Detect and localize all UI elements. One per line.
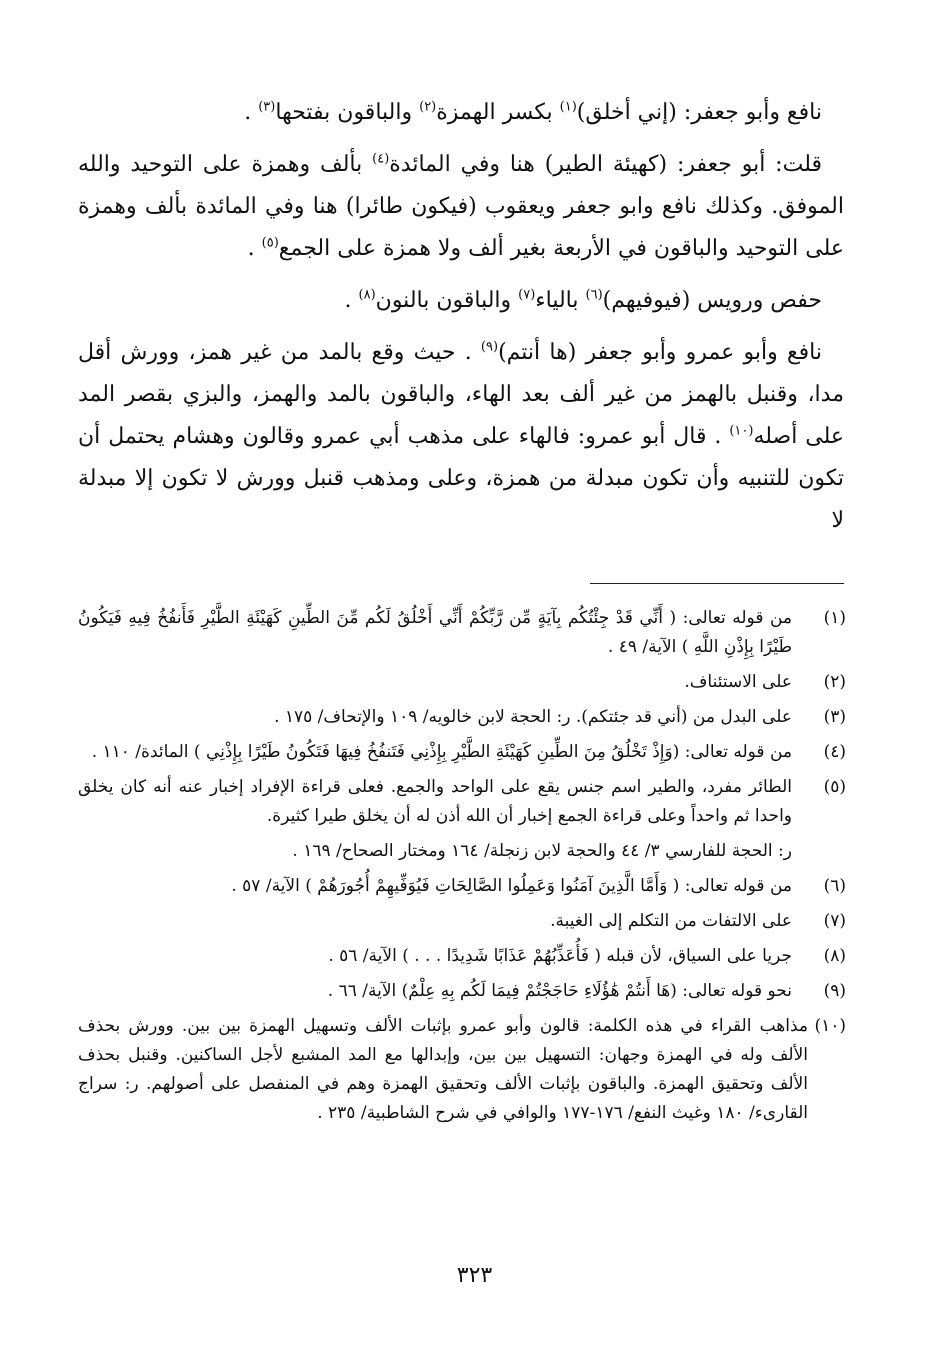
footnote-number: (٤)	[823, 742, 846, 762]
paragraph-4-text: نافع وأبو عمرو وأبو جعفر (ها أنتم)	[498, 340, 822, 365]
paragraph-3	[78, 280, 844, 322]
footnote-number: (١٠)	[814, 1016, 846, 1036]
footnote-text: على الالتفات من التكلم إلى الغيبة.	[550, 911, 792, 931]
footnote-item	[78, 837, 846, 866]
footnote-item	[78, 977, 846, 1006]
footnotes	[78, 604, 846, 1134]
footnote-item	[78, 907, 846, 936]
footnote-ref-1: (١)	[559, 99, 577, 115]
paragraph-2-text: قلت: أبو جعفر: (كهيئة الطير) هنا وفي المائدة	[389, 152, 822, 177]
footnote-number: (١)	[823, 608, 846, 628]
footnote-number: (٢)	[823, 672, 846, 692]
paragraph-3-text-3: والباقون بالنون	[375, 288, 519, 313]
paragraph-3-text-4: .	[344, 288, 359, 313]
paragraph-4-text-2: . حيث وقع بالمد من غير همز، وورش أقل مدا، وقنبل بالهمز من غير ألف بعد الهاء، والباقون بالمد والهمز، والبزي بقصر المد على أصله	[78, 340, 844, 449]
footnote-text: مذاهب القراء في هذه الكلمة: قالون وأبو عمرو بإثبات الألف وتسهيل الهمزة بين بين. وورش بحذف الألف وله في الهمزة وجهان: التسهيل بين بين، وإبدالها مع المد المشبع لأجل الساكنين. وقنبل بحذف الألف وتحقيق الهمزة. والباقون بإثبات الألف وتحقيق الهمزة وهم في المنفصل على أصولهم. ر: سراج القارىء/ ١٨٠ وغيث النفع/ ١٧٦-١٧٧ والوافي في شرح الشاطبية/ ٢٣٥ .	[78, 1016, 808, 1123]
paragraph-2-text-2: بألف وهمزة على التوحيد والله الموفق. وكذلك نافع وابو جعفر ويعقوب (فيكون طائرا) هنا وفي المائدة بألف وهمزة على التوحيد والباقون في الأربعة بغير ألف ولا همزة على الجمع	[78, 152, 844, 261]
footnote-number: (٩)	[823, 981, 846, 1001]
footnote-ref-2: (٢)	[419, 99, 437, 115]
footnote-item	[78, 773, 846, 831]
footnote-divider	[590, 583, 844, 584]
footnote-number: (٧)	[823, 911, 846, 931]
footnote-item	[78, 604, 846, 662]
footnote-ref-9: (٩)	[480, 339, 499, 355]
footnote-number: (٦)	[823, 876, 846, 896]
footnote-ref-6: (٦)	[585, 287, 603, 303]
paragraph-2-text-3: .	[247, 236, 262, 261]
paragraph-4-text-3: . قال أبو عمرو: فالهاء على مذهب أبي عمرو وقالون وهشام يحتمل أن تكون للتنبيه وأن تكون مبدلة من همزة، وعلى ومذهب قنبل وورش لا تكون إلا مبدلة لا	[78, 424, 844, 533]
footnote-text: من قوله تعالى: (وَإِذْ تَخْلُقُ مِنَ الطِّينِ كَهَيْئَةِ الطَّيْرِ بِإِذْنِي فَتَنفُخُ فِيهَا فَتَكُونُ طَيْرًا بِإِذْنِي ) المائدة/ ١١٠ .	[91, 742, 792, 762]
paragraph-4	[78, 332, 844, 542]
paragraph-1-text-4: .	[244, 100, 259, 125]
paragraph-1-text: نافع وأبو جعفر: (إني أخلق)	[576, 100, 822, 125]
footnote-reference: ر: الحجة للفارسي ٣/ ٤٤ والحجة لابن زنجلة/ ١٦٤ ومختار الصحاح/ ١٦٩ .	[292, 841, 792, 861]
main-text	[78, 92, 844, 552]
footnote-ref-3: (٣)	[258, 99, 276, 115]
paragraph-3-text: حفص ورويس (فيوفيهم)	[602, 288, 822, 313]
paragraph-3-text-2: بالياء	[535, 288, 586, 313]
footnote-item	[78, 738, 846, 767]
paragraph-1-text-2: بكسر الهمزة	[436, 100, 560, 125]
footnote-number: (٣)	[823, 707, 846, 727]
footnote-item	[78, 668, 846, 697]
footnote-item	[78, 703, 846, 732]
footnote-number: (٨)	[823, 946, 846, 966]
footnote-text: من قوله تعالى: ( وَأَمَّا الَّذِينَ آمَنُوا وَعَمِلُوا الصَّالِحَاتِ فَيُوَفِّيهِمْ أُجُورَهُمْ ) الآية/ ٥٧ .	[231, 876, 792, 896]
footnote-text: على الاستئناف.	[684, 672, 792, 692]
footnote-ref-4: (٤)	[372, 151, 390, 167]
footnote-text: على البدل من (أني قد جئتكم). ر: الحجة لابن خالويه/ ١٠٩ والإتحاف/ ١٧٥ .	[274, 707, 792, 727]
footnote-text: من قوله تعالى: ( أَنِّي قَدْ جِئْتُكُم بِآيَةٍ مِّن رَّبِّكُمْ أَنِّي أَخْلُقُ لَكُم مِّنَ الطِّينِ كَهَيْئَةِ الطَّيْرِ فَأَنفُخُ فِيهِ فَيَكُونُ طَيْرًا بِإِذْنِ اللَّهِ ) الآية/ ٤٩ .	[78, 608, 792, 657]
footnote-text: نحو قوله تعالى: (هَا أَنتُمْ هَٰؤُلَاءِ حَاجَجْتُمْ فِيمَا لَكُم بِهِ عِلْمٌ) الآية/ ٦٦ .	[327, 981, 792, 1001]
paragraph-1-text-3: والباقون بفتحها	[275, 100, 420, 125]
paragraph-1	[78, 92, 844, 134]
footnote-number: (٥)	[823, 777, 846, 797]
footnote-item	[78, 942, 846, 971]
footnote-ref-7: (٧)	[518, 287, 536, 303]
page-number: ٣٢٣	[456, 1263, 493, 1288]
footnote-ref-5: (٥)	[261, 235, 279, 251]
footnote-item	[78, 1012, 846, 1128]
paragraph-2	[78, 144, 844, 270]
footnote-text: جريا على السياق، لأن قبله ( فَأُعَذِّبُهُمْ عَذَابًا شَدِيدًا . . . ) الآية/ ٥٦ .	[328, 946, 792, 966]
footnote-ref-10: (١٠)	[729, 423, 754, 439]
footnote-text: الطائر مفرد، والطير اسم جنس يقع على الواحد والجمع. فعلى قراءة الإفراد إخبار عنه أنه كان يخلق واحدا ثم واحداً وعلى قراءة الجمع إخبار أن الله أذن له أن يخلق طيرا كثيرة.	[78, 777, 792, 826]
footnote-ref-8: (٨)	[358, 287, 376, 303]
footnote-item	[78, 872, 846, 901]
